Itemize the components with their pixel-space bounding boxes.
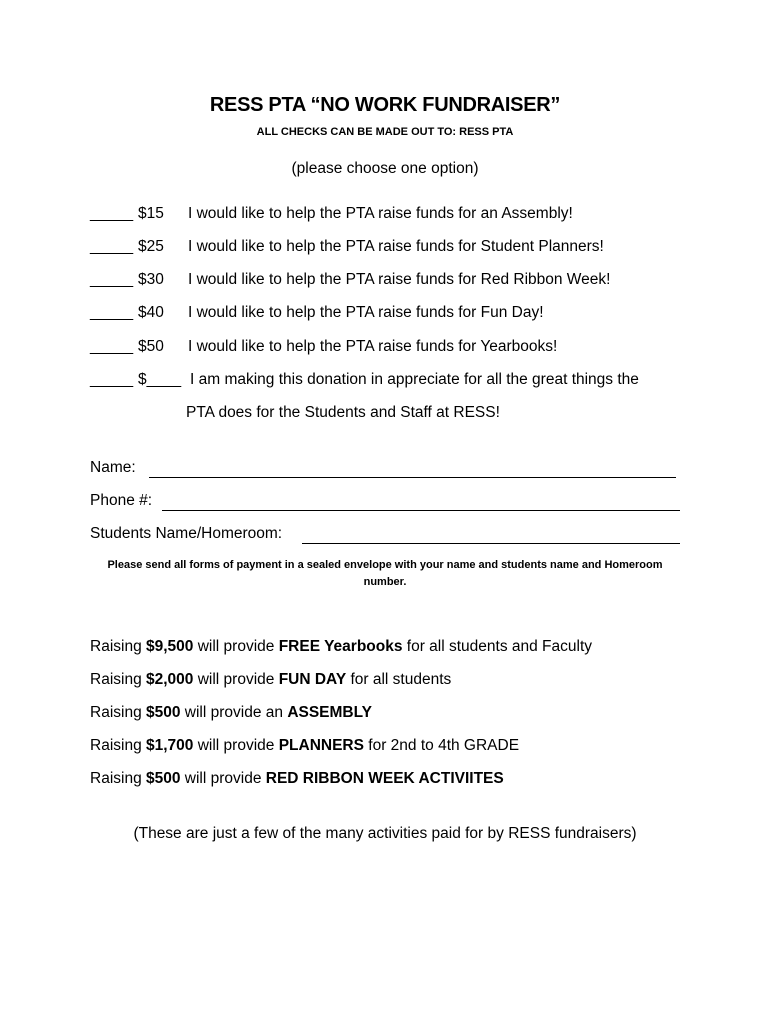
goal-amount: $2,000	[146, 671, 194, 688]
goal-amount: $1,700	[146, 737, 194, 754]
option-amount: $30	[138, 271, 164, 288]
option-description: I would like to help the PTA raise funds for Yearbooks!	[188, 338, 558, 355]
goal-item: PLANNERS	[278, 737, 364, 754]
goal-item: FREE Yearbooks	[278, 638, 403, 655]
option-amount: $50	[138, 338, 164, 355]
goal-item: RED RIBBON WEEK ACTIVIITES	[265, 770, 504, 787]
footer-note: (These are just a few of the many activities paid for by RESS fundraisers)	[133, 825, 637, 842]
payment-instructions: Please send all forms of payment in a sealed envelope with your name and students name and Homeroom number.	[107, 559, 663, 588]
option-description: I would like to help the PTA raise funds for an Assembly!	[188, 205, 573, 222]
option-checkmark-blank[interactable]: _____	[90, 271, 134, 288]
goal-line: Raising $2,000 will provide FUN DAY for all students	[90, 671, 452, 688]
name-field[interactable]	[90, 459, 136, 477]
option-checkmark-blank[interactable]: _____	[90, 304, 134, 321]
name-label: Name:	[90, 459, 136, 476]
goal-line: Raising $9,500 will provide FREE Yearbooks for all students and Faculty	[90, 638, 593, 655]
student-homeroom-label: Students Name/Homeroom:	[90, 525, 283, 542]
phone-input-line[interactable]	[162, 510, 680, 511]
option-description: I would like to help the PTA raise funds for Fun Day!	[188, 304, 544, 321]
goal-line: Raising $500 will provide an ASSEMBLY	[90, 704, 373, 721]
student-homeroom-field[interactable]	[90, 525, 282, 543]
option-checkmark-blank[interactable]: _____	[90, 371, 134, 388]
option-amount: $15	[138, 205, 164, 222]
option-checkmark-blank[interactable]: _____	[90, 205, 134, 222]
page-title: RESS PTA “NO WORK FUNDRAISER”	[209, 94, 561, 116]
option-amount: $40	[138, 304, 164, 321]
goal-item: ASSEMBLY	[287, 704, 373, 721]
option-description-continuation: PTA does for the Students and Staff at RESS!	[186, 404, 500, 421]
name-input-line[interactable]	[149, 477, 676, 478]
option-checkmark-blank[interactable]: _____	[90, 238, 134, 255]
option-description: I would like to help the PTA raise funds for Student Planners!	[188, 238, 604, 255]
option-description: I would like to help the PTA raise funds for Red Ribbon Week!	[188, 271, 611, 288]
goal-amount: $500	[146, 770, 181, 787]
phone-label: Phone #:	[90, 492, 153, 509]
checks-payable-note: ALL CHECKS CAN BE MADE OUT TO: RESS PTA	[256, 126, 514, 138]
goal-amount: $500	[146, 704, 181, 721]
student-homeroom-input-line[interactable]	[302, 543, 680, 544]
goal-amount: $9,500	[146, 638, 194, 655]
phone-field[interactable]	[90, 492, 152, 510]
goal-line: Raising $500 will provide RED RIBBON WEEK ACTIVIITES	[90, 770, 504, 787]
choose-option-instruction: (please choose one option)	[291, 160, 479, 177]
option-checkmark-blank[interactable]: _____	[90, 338, 134, 355]
option-custom-amount[interactable]: $____	[138, 371, 182, 388]
option-description: I am making this donation in appreciate for all the great things the	[190, 371, 639, 388]
goal-line: Raising $1,700 will provide PLANNERS for 2nd to 4th GRADE	[90, 737, 520, 754]
option-amount: $25	[138, 238, 164, 255]
goal-item: FUN DAY	[278, 671, 347, 688]
